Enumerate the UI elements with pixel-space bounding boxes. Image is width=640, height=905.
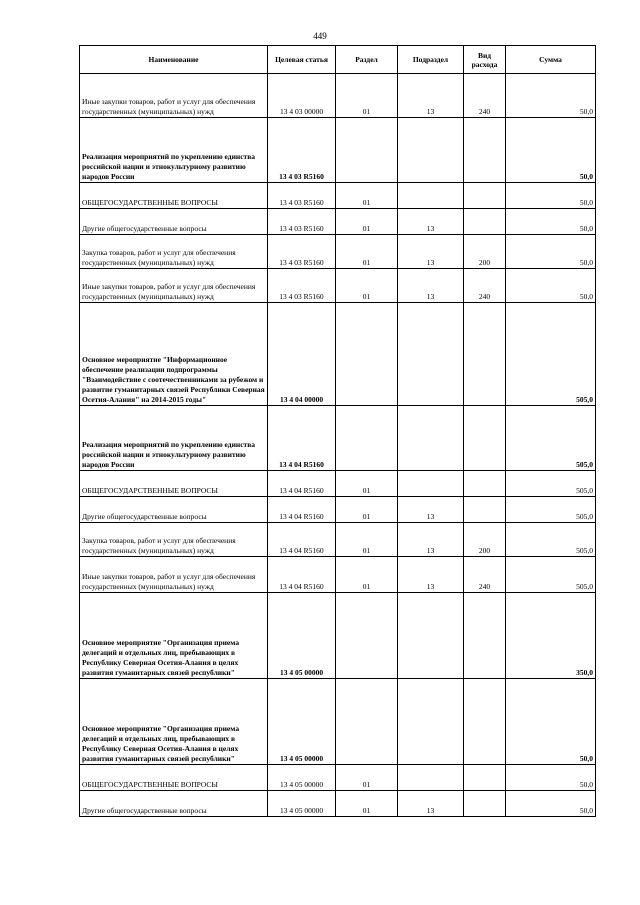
row-name: Основное мероприятие "Организация приема делегаций и отдельных лиц, пребывающих в Республику Северная Осетия-Алания в целях развития гуманитарных связей республики" <box>80 679 268 765</box>
row-expense-type: 200 <box>464 523 506 557</box>
row-amount: 505,0 <box>506 497 596 523</box>
row-name: Другие общегосударственные вопросы <box>80 497 268 523</box>
row-code: 13 4 03 R5160 <box>268 183 336 209</box>
row-subsection: 13 <box>398 235 464 269</box>
row-section: 01 <box>336 791 398 817</box>
row-name: Другие общегосударственные вопросы <box>80 209 268 235</box>
row-name: Закупка товаров, работ и услуг для обеспечения государственных (муниципальных) нужд <box>80 235 268 269</box>
row-code: 13 4 04 00000 <box>268 303 336 406</box>
row-code: 13 4 04 R5160 <box>268 406 336 471</box>
header-name: Наименование <box>80 46 268 74</box>
row-amount: 505,0 <box>506 471 596 497</box>
row-name: Иные закупки товаров, работ и услуг для обеспечения государственных (муниципальных) нужд <box>80 269 268 303</box>
row-amount: 50,0 <box>506 118 596 183</box>
row-subsection <box>398 118 464 183</box>
row-amount: 505,0 <box>506 557 596 593</box>
table-row <box>80 557 596 593</box>
row-name: Основное мероприятие "Организация приема делегаций и отдельных лиц, пребывающих в Республику Северная Осетия-Алания в целях развития гуманитарных связей республики" <box>80 593 268 679</box>
row-section: 01 <box>336 183 398 209</box>
table-row <box>80 303 596 406</box>
row-code: 13 4 05 00000 <box>268 593 336 679</box>
row-section <box>336 593 398 679</box>
row-expense-type <box>464 679 506 765</box>
row-code: 13 4 04 R5160 <box>268 557 336 593</box>
header-section: Раздел <box>336 46 398 74</box>
row-expense-type <box>464 406 506 471</box>
row-subsection: 13 <box>398 557 464 593</box>
row-section: 01 <box>336 269 398 303</box>
row-expense-type <box>464 593 506 679</box>
row-subsection: 13 <box>398 497 464 523</box>
row-code: 13 4 04 R5160 <box>268 471 336 497</box>
row-expense-type <box>464 791 506 817</box>
row-subsection: 13 <box>398 791 464 817</box>
row-code: 13 4 05 00000 <box>268 765 336 791</box>
table-row <box>80 497 596 523</box>
row-section: 01 <box>336 523 398 557</box>
row-subsection: 13 <box>398 269 464 303</box>
row-subsection <box>398 471 464 497</box>
row-expense-type <box>464 497 506 523</box>
row-expense-type <box>464 765 506 791</box>
table-header <box>80 46 596 74</box>
row-subsection <box>398 183 464 209</box>
row-name: ОБЩЕГОСУДАРСТВЕННЫЕ ВОПРОСЫ <box>80 183 268 209</box>
row-name: Реализация мероприятий по укреплению единства российской нации и этнокультурному развитию народов России <box>80 118 268 183</box>
row-code: 13 4 04 R5160 <box>268 523 336 557</box>
table-row <box>80 523 596 557</box>
table-row <box>80 679 596 765</box>
row-section: 01 <box>336 497 398 523</box>
row-expense-type <box>464 118 506 183</box>
row-name: Иные закупки товаров, работ и услуг для обеспечения государственных (муниципальных) нужд <box>80 74 268 118</box>
row-expense-type <box>464 303 506 406</box>
table-row <box>80 235 596 269</box>
row-amount: 50,0 <box>506 183 596 209</box>
header-code: Целевая статья <box>268 46 336 74</box>
row-subsection <box>398 593 464 679</box>
row-code: 13 4 03 R5160 <box>268 118 336 183</box>
row-subsection <box>398 765 464 791</box>
row-amount: 50,0 <box>506 235 596 269</box>
row-code: 13 4 03 R5160 <box>268 209 336 235</box>
row-expense-type <box>464 471 506 497</box>
row-code: 13 4 05 00000 <box>268 791 336 817</box>
row-name: Другие общегосударственные вопросы <box>80 791 268 817</box>
row-amount: 50,0 <box>506 209 596 235</box>
row-expense-type <box>464 183 506 209</box>
row-expense-type <box>464 209 506 235</box>
row-name: ОБЩЕГОСУДАРСТВЕННЫЕ ВОПРОСЫ <box>80 765 268 791</box>
table-row <box>80 471 596 497</box>
row-subsection: 13 <box>398 74 464 118</box>
row-section <box>336 679 398 765</box>
table-row <box>80 118 596 183</box>
header-subsection: Подраздел <box>398 46 464 74</box>
row-name: ОБЩЕГОСУДАРСТВЕННЫЕ ВОПРОСЫ <box>80 471 268 497</box>
table-row <box>80 593 596 679</box>
row-amount: 505,0 <box>506 303 596 406</box>
table-row <box>80 209 596 235</box>
table-row <box>80 183 596 209</box>
header-expense-type: Вид расхода <box>464 46 506 74</box>
row-section: 01 <box>336 765 398 791</box>
row-amount: 505,0 <box>506 406 596 471</box>
row-code: 13 4 04 R5160 <box>268 497 336 523</box>
row-amount: 50,0 <box>506 74 596 118</box>
table-body <box>80 74 596 817</box>
row-amount: 50,0 <box>506 765 596 791</box>
row-name: Иные закупки товаров, работ и услуг для обеспечения государственных (муниципальных) нужд <box>80 557 268 593</box>
row-section: 01 <box>336 235 398 269</box>
row-section <box>336 118 398 183</box>
row-amount: 505,0 <box>506 523 596 557</box>
row-code: 13 4 03 R5160 <box>268 269 336 303</box>
row-name: Основное мероприятие "Информационное обеспечение реализации подпрограммы "Взаимодействие с соотечественниками за рубежом и развитие гуманитарных связей Республики Северная Осетия-Алания" на 2014-2015 годы" <box>80 303 268 406</box>
page-number: 449 <box>313 31 327 41</box>
row-code: 13 4 03 R5160 <box>268 235 336 269</box>
row-expense-type: 200 <box>464 235 506 269</box>
row-subsection <box>398 406 464 471</box>
row-amount: 50,0 <box>506 269 596 303</box>
row-section: 01 <box>336 471 398 497</box>
row-code: 13 4 05 00000 <box>268 679 336 765</box>
row-section: 01 <box>336 74 398 118</box>
row-amount: 50,0 <box>506 791 596 817</box>
row-subsection: 13 <box>398 523 464 557</box>
row-amount: 50,0 <box>506 679 596 765</box>
row-expense-type: 240 <box>464 269 506 303</box>
row-name: Реализация мероприятий по укреплению единства российской нации и этнокультурному развитию народов России <box>80 406 268 471</box>
row-section: 01 <box>336 557 398 593</box>
row-expense-type: 240 <box>464 74 506 118</box>
row-amount: 350,0 <box>506 593 596 679</box>
row-section <box>336 406 398 471</box>
table-row <box>80 791 596 817</box>
table-row <box>80 765 596 791</box>
row-subsection <box>398 679 464 765</box>
row-section <box>336 303 398 406</box>
budget-table <box>79 45 596 817</box>
header-amount: Сумма <box>506 46 596 74</box>
row-expense-type: 240 <box>464 557 506 593</box>
row-name: Закупка товаров, работ и услуг для обеспечения государственных (муниципальных) нужд <box>80 523 268 557</box>
row-code: 13 4 03 00000 <box>268 74 336 118</box>
row-subsection: 13 <box>398 209 464 235</box>
row-section: 01 <box>336 209 398 235</box>
table-row <box>80 269 596 303</box>
row-subsection <box>398 303 464 406</box>
table-row <box>80 74 596 118</box>
table-row <box>80 406 596 471</box>
